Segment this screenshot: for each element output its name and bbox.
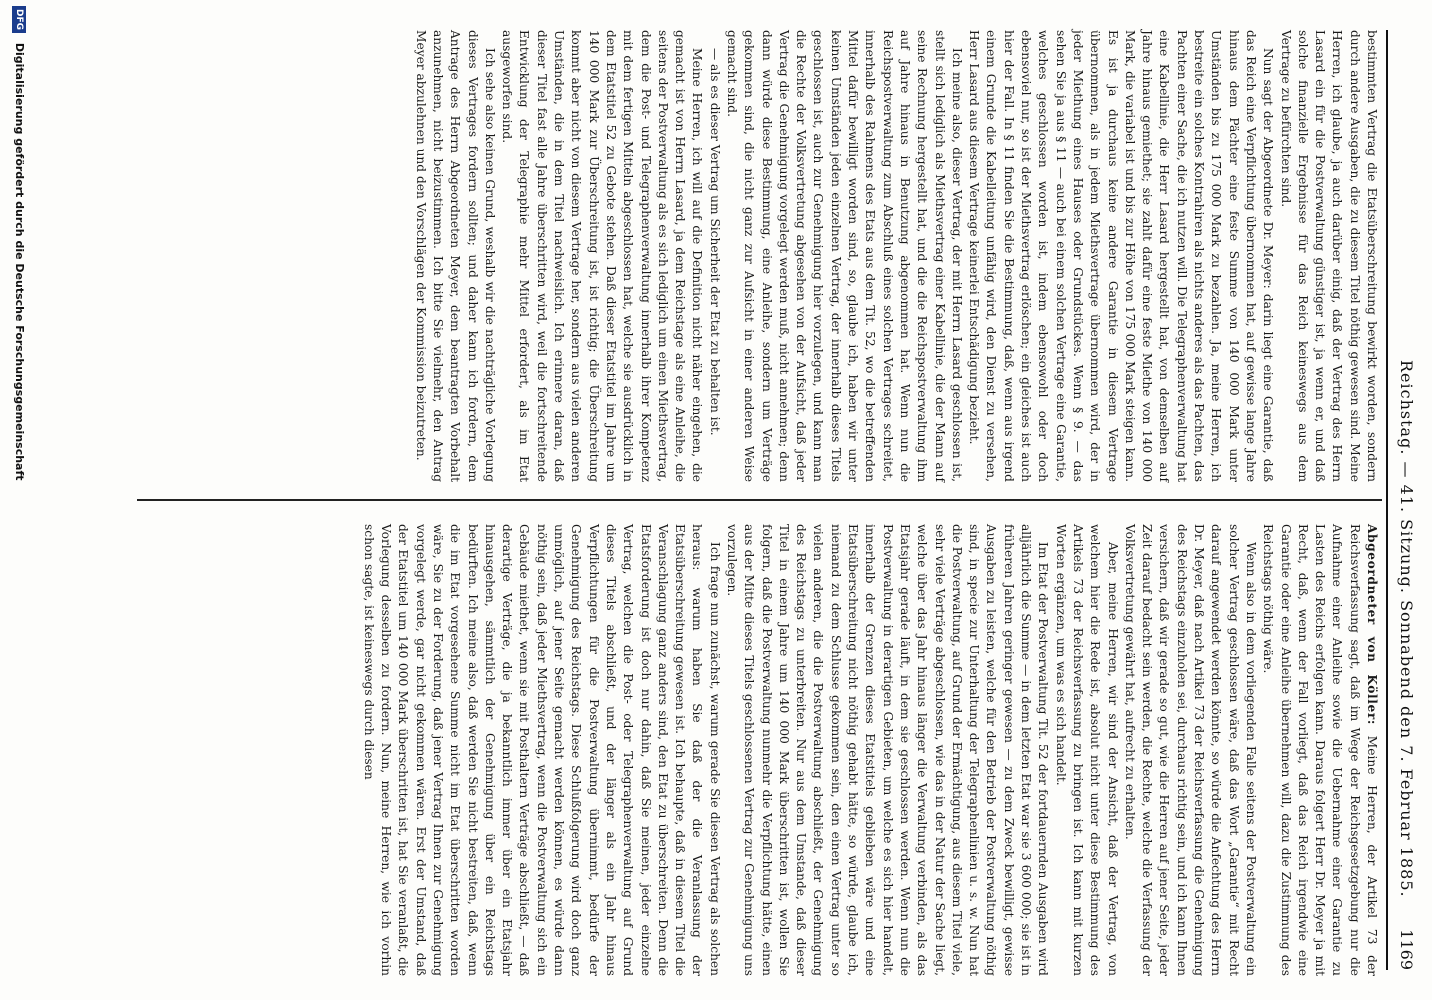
paragraph: Aber, meine Herren, wir sind der Ansicht, daß der Vertrag, von welchem hier die Rede ist, absolut nicht unter diese Bestimmung des Artikels 73 der Reichsverfassung zu bringen ist. Ich kann mit kurzen Worten ergänzen, um was es sich handelt. xyxy=(1053,524,1120,976)
paragraph: Meine Herren, ich will auf die Definition nicht näher eingehen, die gemacht ist von Herrn Lasard, ja dem Reichstage als eine Anleihe, die seitens der Postverwaltung als es sich lediglich um einen Miethsvertrag, dem die Post- und Telegraphenverwaltung innerhalb ihrer Kompetenz mit dem fertigen Mitteln abgeschlossen hat, welche sie ausdrücklich in dem Etatstitel 52 zu Gebote stehen. Daß dieser Etatstitel im Jahre um 140 000 Mark zur Überschreitung ist, ist richtig; die Überschreitung kommt aber nicht von diesem Vertrage her, sondern aus vielen anderen Umständen, die in dem Titel nachweislich. Ich erinnere daran, daß dieser Titel fast alle Jahre überschritten wird, weil die fortschreitende Entwicklung der Telegraphie mehr Mittel erfordert, als im Etat ausgeworfen sind. xyxy=(500,30,705,482)
header-rule xyxy=(1386,30,1388,970)
speaker-name: Abgeordneter von Köller: xyxy=(1365,524,1379,725)
paragraph: Wenn also in dem vorliegenden Falle seitens der Postverwaltung ein solcher Vertrag geschlossen wäre, daß das Wort „Garantie“ mit Recht darauf angewendet werden könnte, so würde die Anfechtung des Herrn Dr. Meyer, daß nach Artikel 73 der Reichsverfassung die Genehmigung des Reichstags einzuholen sei, durchaus richtig sein, und ich kann Ihnen versichern, daß wir gerade so gut, wie die Herren auf jener Seite, jeder Zeit darauf bedacht sein werden, die Rechte, welche die Verfassung der Volksvertretung gewährt hat, aufrecht zu erhalten. xyxy=(1122,524,1258,976)
header-title: Reichstag. — 41. Sitzung. Sonnabend den 7. Februar 1885. xyxy=(1397,360,1416,898)
column-divider xyxy=(137,499,1382,501)
digitization-note: Digitalisierung gefördert durch die Deutsche Forschungsgemeinschaft xyxy=(13,42,26,481)
paragraph: — als es dieser Vertrag um Sicherheit der Etat zu behalten ist. xyxy=(707,48,722,436)
paragraph: Ich frage nun zunächst, warum gerade Sie diesen Vertrag als solchen heraus: warum haben Sie daß der die Veranlassung der Etatsüberschreitung gewesen ist. Ich behaupte, daß in diesem Titel die Veranschlagung ganz anders sind, den Etat zu überschreiten. Denn die Etatsforderung ist doch nur dahin, daß Sie meinen, jeder einzelne Vertrag, welchen die Post- oder Telegraphenverwaltung auf Grund dieses Titels abschließt, und der länger als ein Jahr hinaus Verpflichtungen für die Postverwaltung übernimmt, bedürfe der Genehmigung des Reichstags. Diese Schlußfolgerung wird doch ganz unmöglich, auf jener Seite gemacht werden können, es würde dann nöthig sein, daß jeder Miethsvertrag, wenn die Postverwaltung sich ein Gebäude miethet, wenn sie mit Posthaltern Verträge abschließt, — daß derartige Verträge, die ja bekanntlich immer über ein Etatsjahr hinausgehen, sämmtlich der Genehmigung über ein Reichstags bedürften. Ich meine also, daß werden Sie nicht bestreiten, daß, wenn die im Etat vorgesehene Summe nicht im Etat überschritten worden wäre, Sie zu der Forderung, daß jener Vertrag Ihnen zur Genehmigung vorgelegt werde, gar nicht gekommen wären. Erst der Umstand, daß der Etatstitel um 140 000 Mark überschritten ist, hat Sie veranlaßt, die Vorlegung desselben zu fordern. Nun, meine Herren, wie ich vorhin schon sagte, ist keineswegs durch diesen xyxy=(361,524,722,976)
paragraph-text: Meine Herren, der Artikel 73 der Reichsverfassung sagt, daß im Wege der Reichsgesetzgebung nur die Aufnahme einer Anleihe sowie die Uebernahme einer Garantie zu Lasten des Reichs erfolgen kann. Daraus folgert Herr Dr. Meyer ja mit Recht, daß, wenn der Fall vorliegt, daß das Reich irgendwie eine Garantie oder eine Anleihe übernehmen will, dazu die Zustimmung des Reichstags nöthig wäre. xyxy=(1261,524,1379,977)
right-column xyxy=(413,30,1380,482)
digitization-footer xyxy=(4,0,26,1006)
left-column xyxy=(140,524,1380,976)
paragraph: Ich sehe also keinen Grund, weshalb wir die nachträgliche Vorlegung dieses Vertrages fordern sollten; und daher kann ich fordern, dem Antrage des Herrn Abgeordneten Meyer, dem beantragten Vorbehalt anzunehmen, nicht beizustimmen. Ich bitte Sie vielmehr, den Antrag Meyer abzulehnen und den Vorschlägen der Kommission beizutreten. xyxy=(413,30,497,482)
dfg-logo: DFG xyxy=(12,6,26,33)
paragraph: bestimmten Vertrag die Etatsüberschreitung bewirkt worden, sondern durch andere Ausgaben, die zu diesem Titel nöthig gewesen sind. Meine Herren, ich glaube, ja auch darüber einig, daß der Vertrag des Herrn Lasard ein für die Postverwaltung günstiger ist, ja wenn er, und daß solche finanzielle Ergebnisse für das Reich keineswegs aus dem Vertrage zu befürchten sind. xyxy=(1278,30,1379,482)
running-header xyxy=(1392,30,1416,970)
page-number: 1169 xyxy=(1397,929,1416,970)
paragraph xyxy=(1259,524,1380,976)
paragraph: Ich meine also, dieser Vertrag, der mit Herrn Lasard geschlossen ist, stellt sich lediglich als Miethsvertrag einer Kabellinie, die der Mann auf seine Rechnung hergestellt hat, und die die Reichspostverwaltung ihm auf Jahre hinaus in Benutzung abgenommen hat. Wenn nun die Reichspostverwaltung zum Abschluß eines solchen Vertrages schreitet, innerhalb des Rahmens des Etats aus dem Tit. 52, wo die betreffenden Mittel dafür bewilligt worden sind, so, glaube ich, haben wir unter keinen Umständen jeden einzelnen Vertrag, der innerhalb dieses Titels geschlossen ist, auch zur Genehmigung hier vorzulegen, und kann man die Rechte der Volksvertretung abgesehen von der Aufsicht, daß jeder Vertrag die Genehmigung vorgelegt werden muß, nicht annehmen; denn dann würde diese Bestimmung, eine Anleihe, sondern um Verträge gekommen sind, die nicht ganz zur Aufsicht in einer anderen Weise gemacht sind. xyxy=(725,30,964,482)
paragraph: Im Etat der Postverwaltung Tit. 52 der fortdauernden Ausgaben wird alljährlich die Summe — in dem letzten Etat war sie 3 600 000; sie ist in früheren Jahren geringer gewesen — zu dem Zweck bewilligt, gewisse Ausgaben zu leisten, welche für den Betrieb der Postverwaltung nöthig sind, in specie zur Unterhaltung der Telegraphenlinien u. s. w. Nun hat die Postverwaltung, auf Grund der Ermächtigung, aus diesem Titel viele, sehr viele Verträge abgeschlossen, wie das in der Natur der Sache liegt, welche über das Jahr hinaus länger die Verwaltung verbinden, als das Etatsjahr gerade läuft, in dem sie geschlossen werden. Wenn nun die Postverwaltung in derartigen Gebieten, um welche es sich hier handelt, innerhalb der Grenzen dieses Etatstitels geblieben wäre und eine Etatsüberschreitung nicht nöthig gehabt hätte, so würde, glaube ich, niemand zu dem Schlusse gekommen sein, den einen Vertrag unter so vielen anderen, die die Postverwaltung abschließt, der Genehmigung des Reichstags zu unterbreiten. Nur aus dem Umstande, daß dieser Titel in einem Jahre um 140 000 Mark überschritten ist, wollen Sie folgern, daß die Postverwaltung nunmehr die Verpflichtung hätte, einen aus der Mitte dieses Titels geschlossenen Vertrag zur Genehmigung uns vorzulegen. xyxy=(725,524,1051,976)
paragraph: Nun sagt der Abgeordnete Dr. Meyer: darin liegt eine Garantie, daß das Reich eine Verpflichtung übernommen hat, auf gewisse lange Jahre hinaus dem Pächter eine feste Summe von 140 000 Mark unter Umständen bis zu 175 000 Mark zu bezahlen. Ja, meine Herren, ich bestreite ein solches Kontrahiren als nichts anderes als das Pachten, das Pachten einer Sache, die ich nutzen will. Die Telegraphenverwaltung hat eine Kabellinie, die Herr Lasard hergestellt hat, von demselben auf Jahre hinaus gemiethet; sie zahlt dafür eine feste Miethe von 140 000 Mark, die variabel ist und bis zur Höhe von 175 000 Mark steigen kann. Es ist ja durchaus keine andere Garantie in diesem Vertrage übernommen, als in jedem Miethsvertrage übernommen wird, der in jeder Miethung eines Hauses oder Grundstückes. Wenn § 9. — das sehen Sie ja aus § 11 — auch bei einem solchen Vertrage eine Garantie, welches geschlossen worden ist, indem ebensowohl oder doch ebensoviel nur, so ist der Miethsvertrag erlöschen; ein gleiches ist auch hier der Fall. In § 11 finden Sie die Bestimmung, daß, wenn aus irgend einem Grunde die Kabelleitung unfähig wird, den Dienst zu versehen, Herr Lasard aus diesem Vertrage keinerlei Entschädigung bezieht. xyxy=(967,30,1276,482)
